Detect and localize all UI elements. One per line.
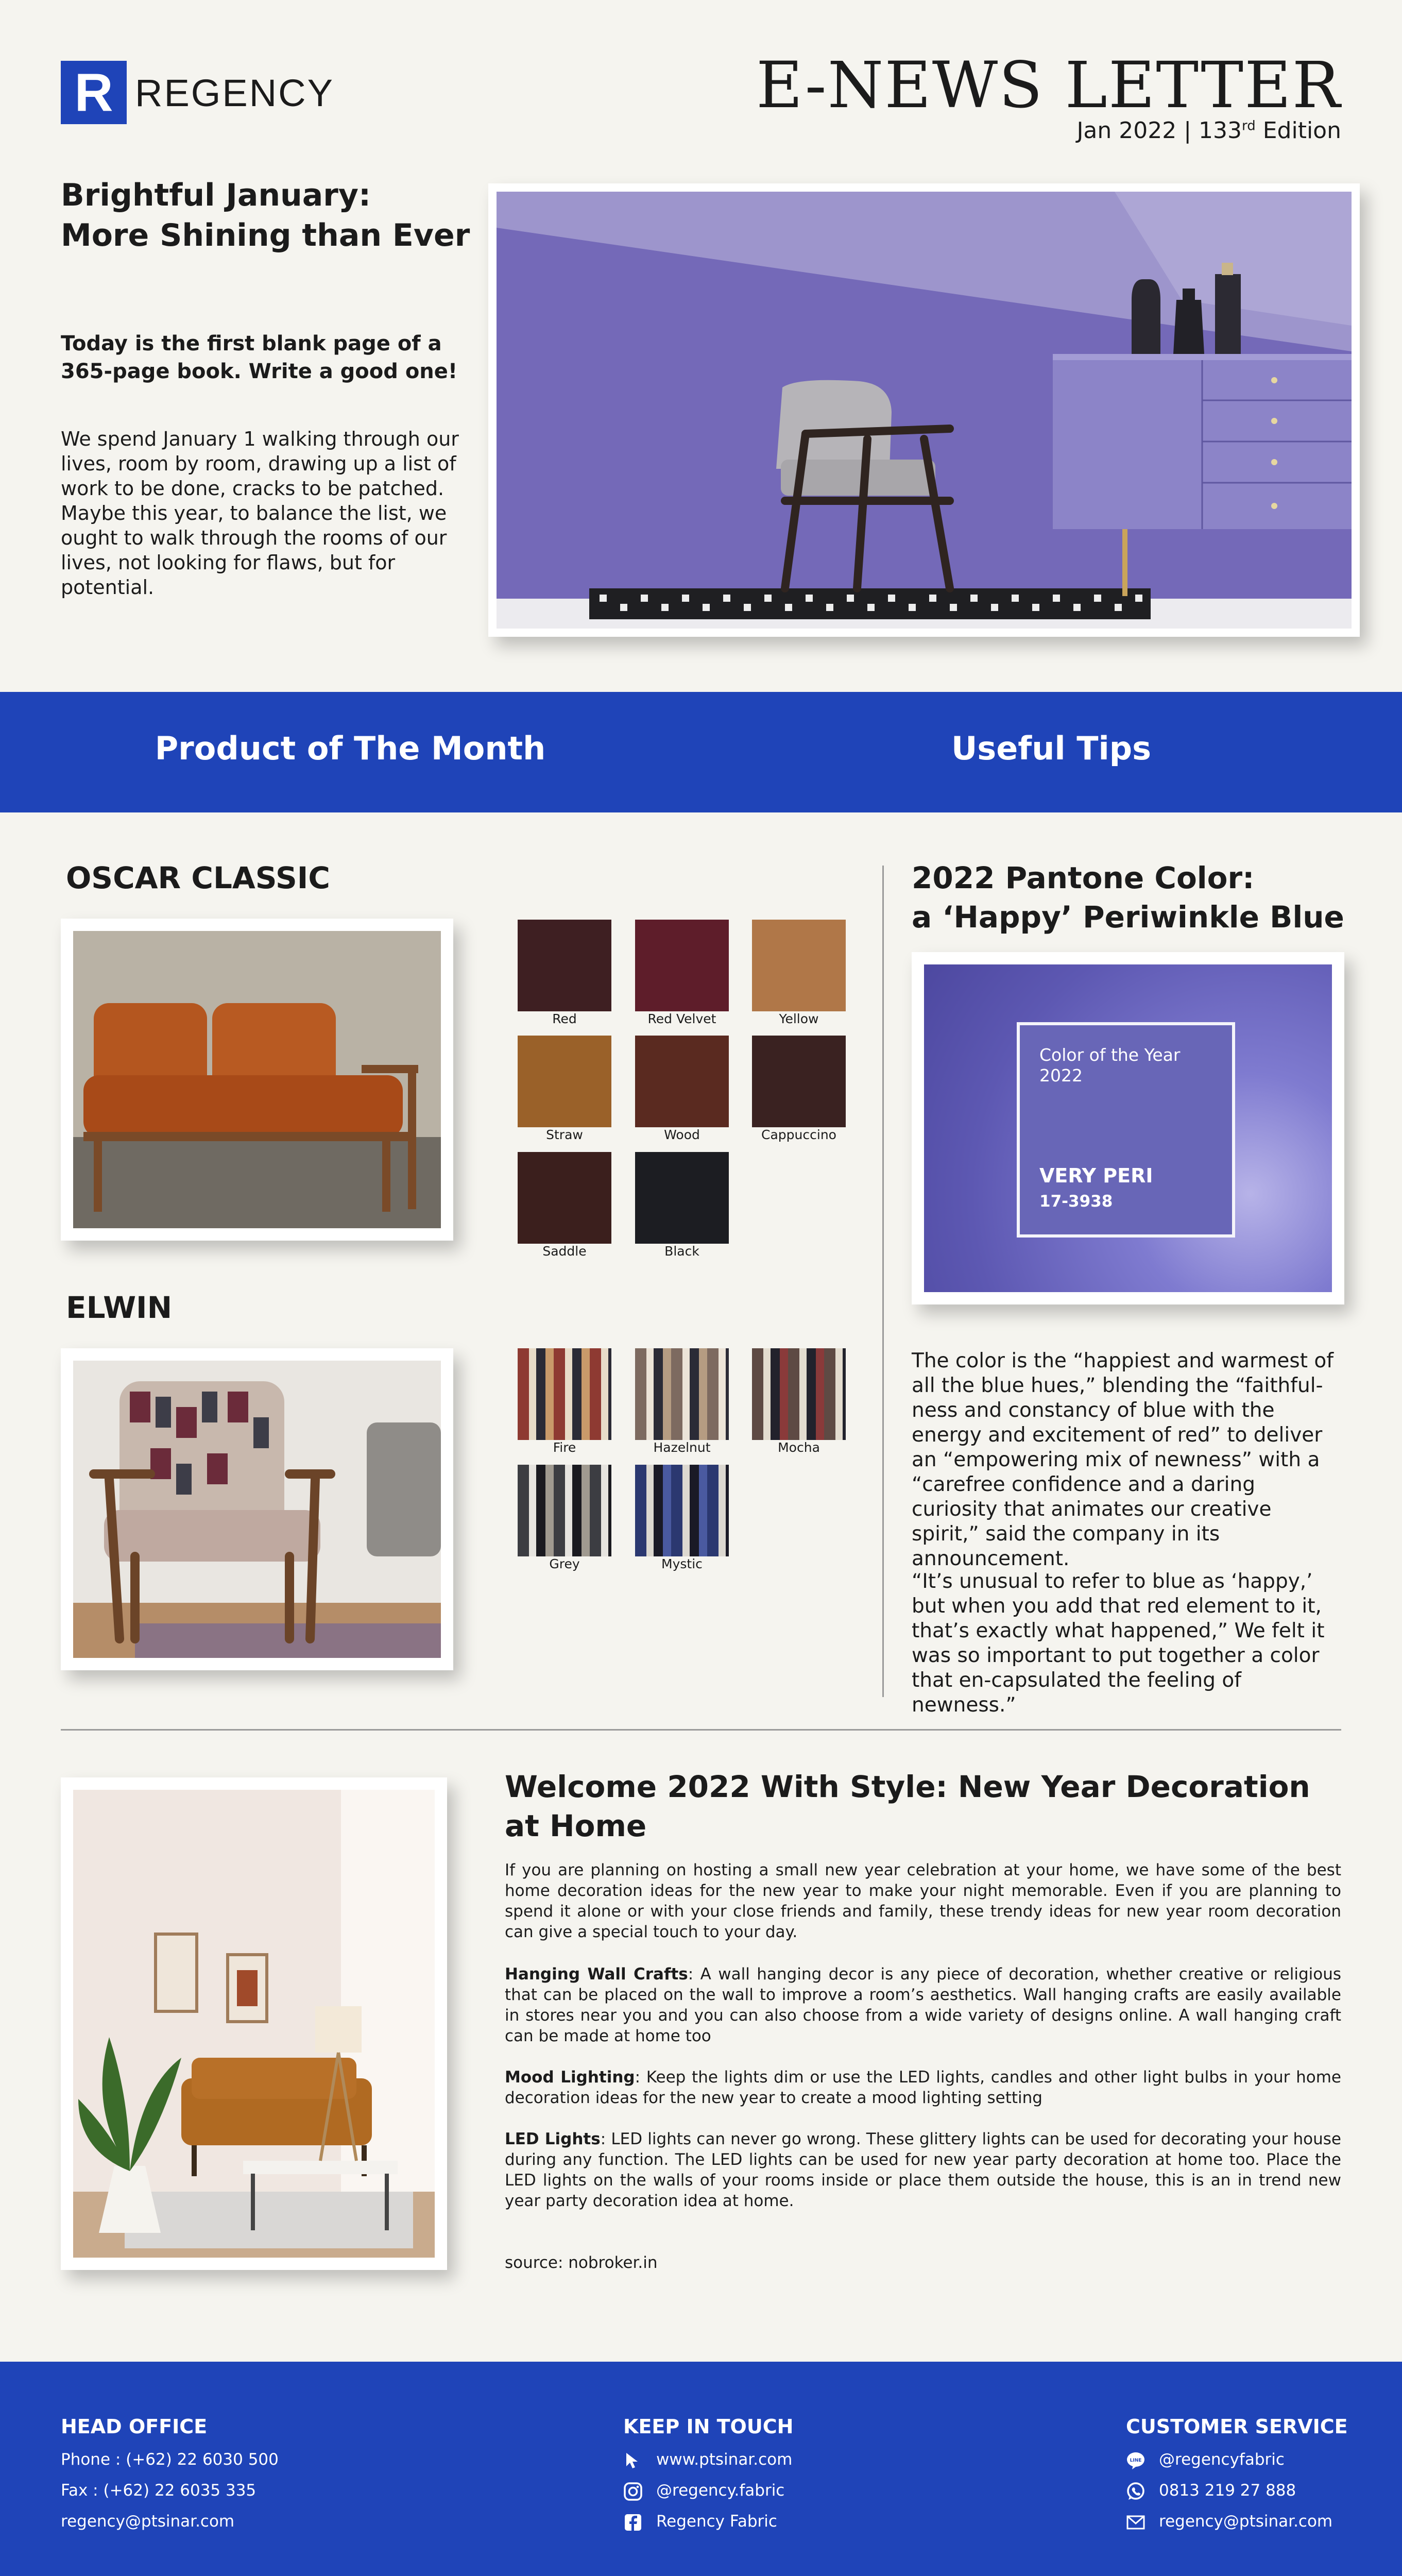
- article-intro: If you are planning on hosting a small new year celebration at your home, we have some of the best home decoration ideas for the new year to make your night memorable. Even if you are planning to spend it alone or with your close friends and family, these trendy ideas for new year room decoration can give a special touch to your day.: [505, 1861, 1341, 1941]
- color-card: [1017, 1022, 1235, 1238]
- living-room-photo: [73, 1790, 435, 2258]
- instagram-link[interactable]: @regency.fabric: [623, 2480, 784, 2501]
- swatch-fire: Fire: [518, 1348, 611, 1455]
- brand-name: REGENCY: [135, 72, 334, 114]
- footer: [0, 2362, 1402, 2576]
- swatch-red-velvet: Red Velvet: [635, 920, 729, 1027]
- tips-paragraph-2: “It’s unusual to refer to blue as ‘happy,’ but when you add that red element to it, that’s exactly what happened,” We felt it was so important to put together a color that en-capsulated the feeling of newness.”: [912, 1570, 1325, 1717]
- swatch-black: Black: [635, 1152, 729, 1259]
- edition-info: Jan 2022 | 133rd Edition: [1076, 117, 1341, 144]
- swatch-yellow-fabric: [752, 920, 846, 1011]
- fax-number: Fax : (+62) 22 6035 335: [61, 2481, 257, 2500]
- swatch-red: Red: [518, 920, 611, 1027]
- swatch-cappuccino-fabric: [752, 1036, 846, 1127]
- instagram-icon: [623, 2482, 643, 2501]
- purple-room-photo: [497, 192, 1352, 629]
- swatch-hazelnut-fabric: [635, 1348, 729, 1440]
- phone-number: Phone : (+62) 22 6030 500: [61, 2450, 279, 2469]
- living-room-image: [61, 1777, 447, 2270]
- swatch-wood: Wood: [635, 1036, 729, 1143]
- lead-body: We spend January 1 walking through our lives, room by room, drawing up a list of work to be done, cracks to be patched. Maybe this year, to balance the list, we ought to walk through the rooms of our lives, not looking for flaws, but for potential.: [61, 428, 459, 599]
- customer-service-heading: CUSTOMER SERVICE: [1126, 2415, 1348, 2438]
- oscar-sofa-image: [61, 919, 453, 1241]
- product-name-oscar: OSCAR CLASSIC: [66, 860, 330, 895]
- swatch-yellow: Yellow: [752, 920, 846, 1027]
- swatch-cappuccino: Cappuccino: [752, 1036, 846, 1143]
- facebook-link[interactable]: Regency Fabric: [623, 2511, 777, 2532]
- mail-icon: [1126, 2513, 1145, 2532]
- leather-sofa-photo: [73, 931, 441, 1228]
- swatch-red-velvet-fabric: [635, 920, 729, 1011]
- section-divider: [61, 1729, 1341, 1731]
- svg-text:LINE: LINE: [1130, 2458, 1142, 2463]
- very-peri-photo: [924, 964, 1332, 1292]
- logo-mark: R: [61, 61, 127, 124]
- product-of-month-heading: Product of The Month: [155, 730, 546, 767]
- cs-email-link[interactable]: regency@ptsinar.com: [1126, 2511, 1332, 2532]
- article-item-hanging-crafts: Hanging Wall Crafts: A wall hanging decor is any piece of decoration, whether creative or religious that can be placed on the wall to improve a room’s aesthetics. Wall hanging crafts are easily available in stores near you and you can also choose from a wide variety of designs online. A wall hanging craft can be made at home too: [505, 1965, 1341, 2045]
- swatch-mystic: Mystic: [635, 1465, 729, 1572]
- cursor-icon: [623, 2451, 643, 2470]
- hero-image: [488, 183, 1360, 637]
- whatsapp-contact-link[interactable]: 0813 219 27 888: [1126, 2480, 1296, 2501]
- elwin-chair-image: [61, 1348, 453, 1670]
- article-item-mood-lighting: Mood Lighting: Keep the lights dim or use the LED lights, candles and other light bulbs in your home decoration ideas for the new year to create a mood lighting setting: [505, 2068, 1341, 2107]
- swatch-grey: Grey: [518, 1465, 611, 1572]
- tips-paragraph-1: The color is the “happiest and warmest of all the blue hues,” blending the “faithful-ness and constancy of blue with the energy and excitement of red” to deliver an “empowering mix of newness” with a “carefree confidence and a daring curiosity that animates our creative spirit,” said the company in its announcement.: [912, 1349, 1333, 1570]
- pantone-image: [912, 952, 1344, 1304]
- keep-in-touch-heading: KEEP IN TOUCH: [623, 2415, 794, 2438]
- whatsapp-icon: [1126, 2482, 1145, 2501]
- patterned-chair-photo: [73, 1361, 441, 1658]
- column-divider: [882, 866, 884, 1697]
- tips-title: 2022 Pantone Color: a ‘Happy’ Periwinkle Blue: [912, 860, 1344, 935]
- swatch-grey-fabric: [518, 1465, 611, 1556]
- swatch-red-fabric: [518, 920, 611, 1011]
- swatch-fire-fabric: [518, 1348, 611, 1440]
- color-card-name: VERY PERI: [1039, 1164, 1153, 1187]
- swatch-straw-fabric: [518, 1036, 611, 1127]
- head-office-heading: HEAD OFFICE: [61, 2415, 208, 2438]
- swatch-saddle: Saddle: [518, 1152, 611, 1259]
- lead-subheading: Today is the first blank page of a 365-page book. Write a good one!: [61, 332, 458, 383]
- office-email-link[interactable]: regency@ptsinar.com: [61, 2512, 235, 2531]
- lead-headline: Brightful January: More Shining than Ever: [61, 177, 470, 253]
- swatch-mystic-fabric: [635, 1465, 729, 1556]
- website-link[interactable]: www.ptsinar.com: [623, 2449, 792, 2470]
- swatch-straw: Straw: [518, 1036, 611, 1143]
- article-item-led-lights: LED Lights: LED lights can never go wrong. These glittery lights can be used for decorating your house during any function. The LED lights can be used for new year party decoration at home too. Place the LED lights on the walls of your rooms inside or place them outside the house, this is an in trend new year party decoration idea at home.: [505, 2130, 1341, 2210]
- swatch-black-fabric: [635, 1152, 729, 1244]
- line-contact-link[interactable]: LINE @regencyfabric: [1126, 2449, 1285, 2470]
- product-name-elwin: ELWIN: [66, 1290, 173, 1325]
- useful-tips-heading: Useful Tips: [951, 730, 1152, 767]
- article-title: Welcome 2022 With Style: New Year Decoration at Home: [505, 1769, 1310, 1843]
- swatch-hazelnut: Hazelnut: [635, 1348, 729, 1455]
- color-card-code: 17-3938: [1039, 1192, 1113, 1211]
- swatch-saddle-fabric: [518, 1152, 611, 1244]
- article-source: source: nobroker.in: [505, 2253, 658, 2272]
- line-chat-icon: [1126, 2451, 1145, 2470]
- color-card-caption: Color of the Year 2022: [1039, 1045, 1181, 1086]
- swatch-wood-fabric: [635, 1036, 729, 1127]
- swatch-mocha-fabric: [752, 1348, 846, 1440]
- facebook-icon: [623, 2513, 643, 2532]
- swatch-mocha: Mocha: [752, 1348, 846, 1455]
- newsletter-title: E-NEWS LETTER: [756, 48, 1341, 123]
